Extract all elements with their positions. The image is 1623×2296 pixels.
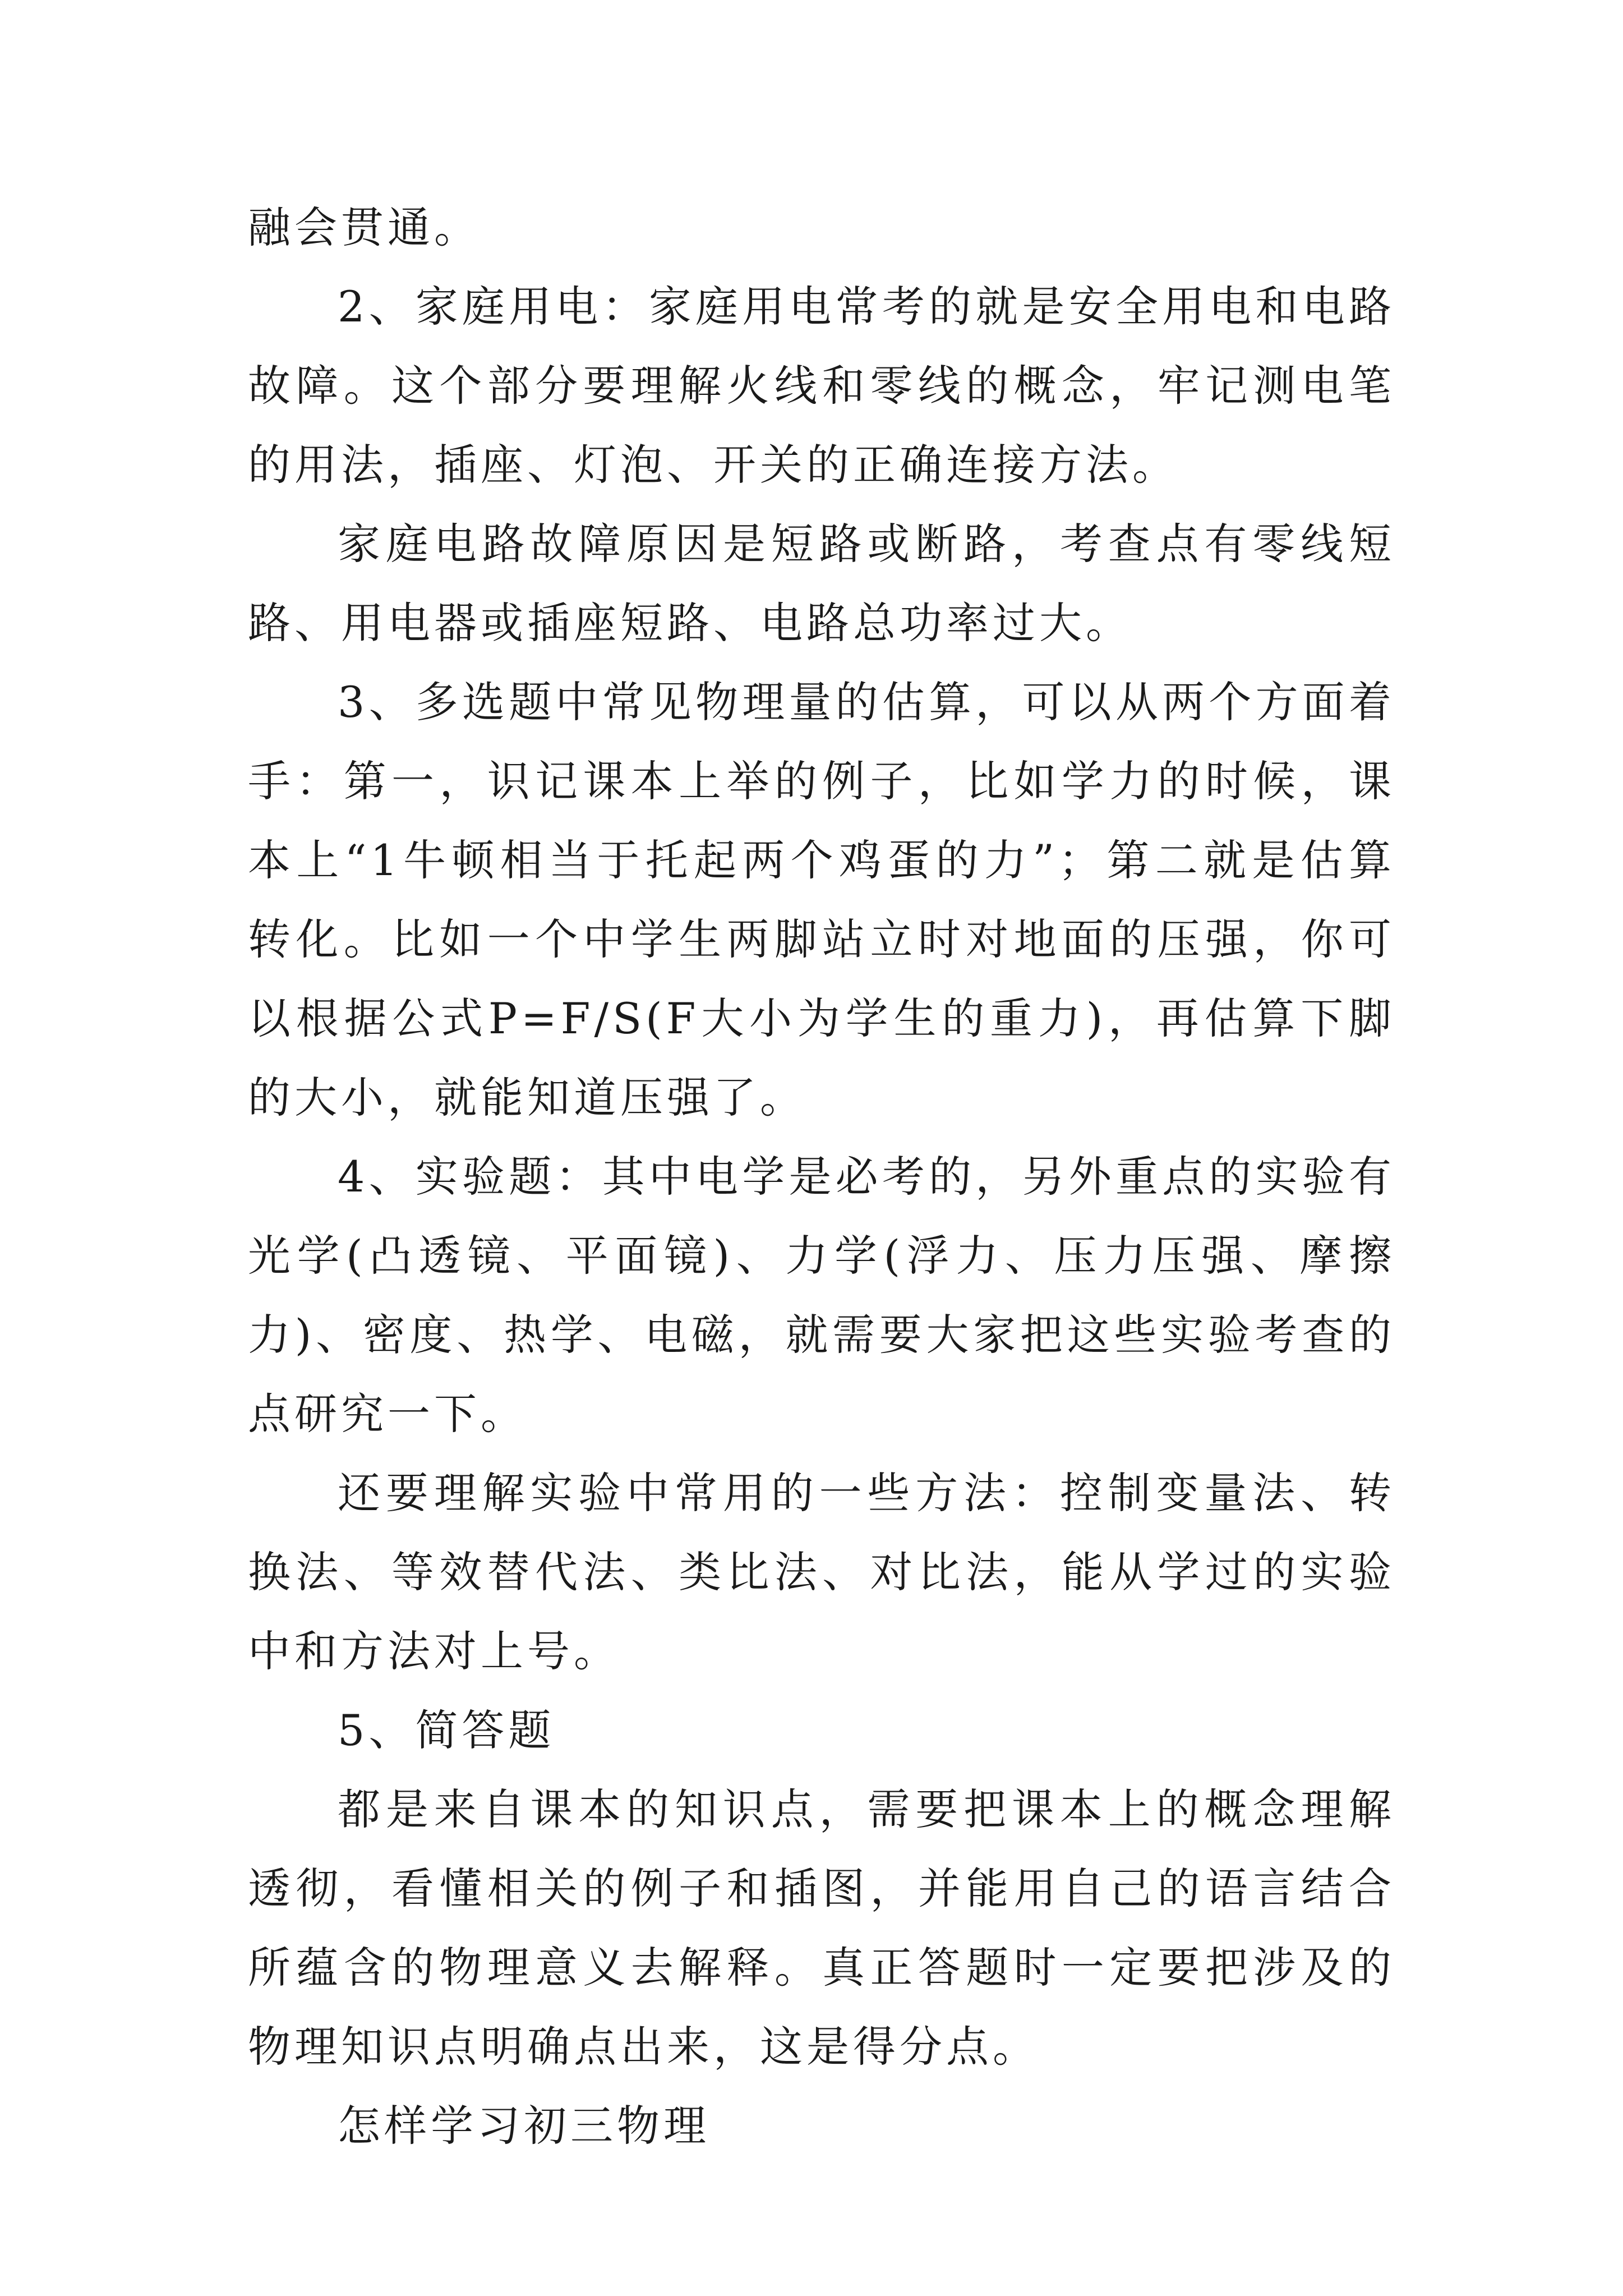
document-body <box>248 188 1395 2165</box>
paragraph-experiment-methods: 还要理解实验中常用的一些方法：控制变量法、转换法、等效替代法、类比法、对比法，能从学过的实验中和方法对上号。 <box>248 1468 1395 1676</box>
heading-how-to-study: 怎样学习初三物理 <box>338 2101 710 2151</box>
paragraph-continuation: 融会贯通。 <box>248 203 481 252</box>
paragraph-household-electricity: 2、家庭用电：家庭用电常考的就是安全用电和电路故障。这个部分要理解火线和零线的概念，牢记测电笔的用法，插座、灯泡、开关的正确连接方法。 <box>248 282 1395 490</box>
paragraph-short-answer: 都是来自课本的知识点，需要把课本上的概念理解透彻，看懂相关的例子和插图，并能用自己的语言结合所蕴含的物理意义去解释。真正答题时一定要把涉及的物理知识点明确点出来，这是得分点。 <box>248 1784 1395 2072</box>
paragraph-circuit-faults: 家庭电路故障原因是短路或断路，考查点有零线短路、用电器或插座短路、电路总功率过大。 <box>248 519 1395 648</box>
paragraph-experiments: 4、实验题：其中电学是必考的，另外重点的实验有光学(凸透镜、平面镜)、力学(浮力、压力压强、摩擦力)、密度、热学、电磁，就需要大家把这些实验考查的点研究一下。 <box>248 1152 1395 1439</box>
heading-short-answer: 5、简答题 <box>338 1705 555 1755</box>
paragraph-estimation: 3、多选题中常见物理量的估算，可以从两个方面着手：第一，识记课本上举的例子，比如学力的时候，课本上“1牛顿相当于托起两个鸡蛋的力”；第二就是估算转化。比如一个中学生两脚站立时对地面的压强，你可以根据公式P=F/S(F大小为学生的重力)，再估算下脚的大小，就能知道压强了。 <box>248 677 1395 1122</box>
